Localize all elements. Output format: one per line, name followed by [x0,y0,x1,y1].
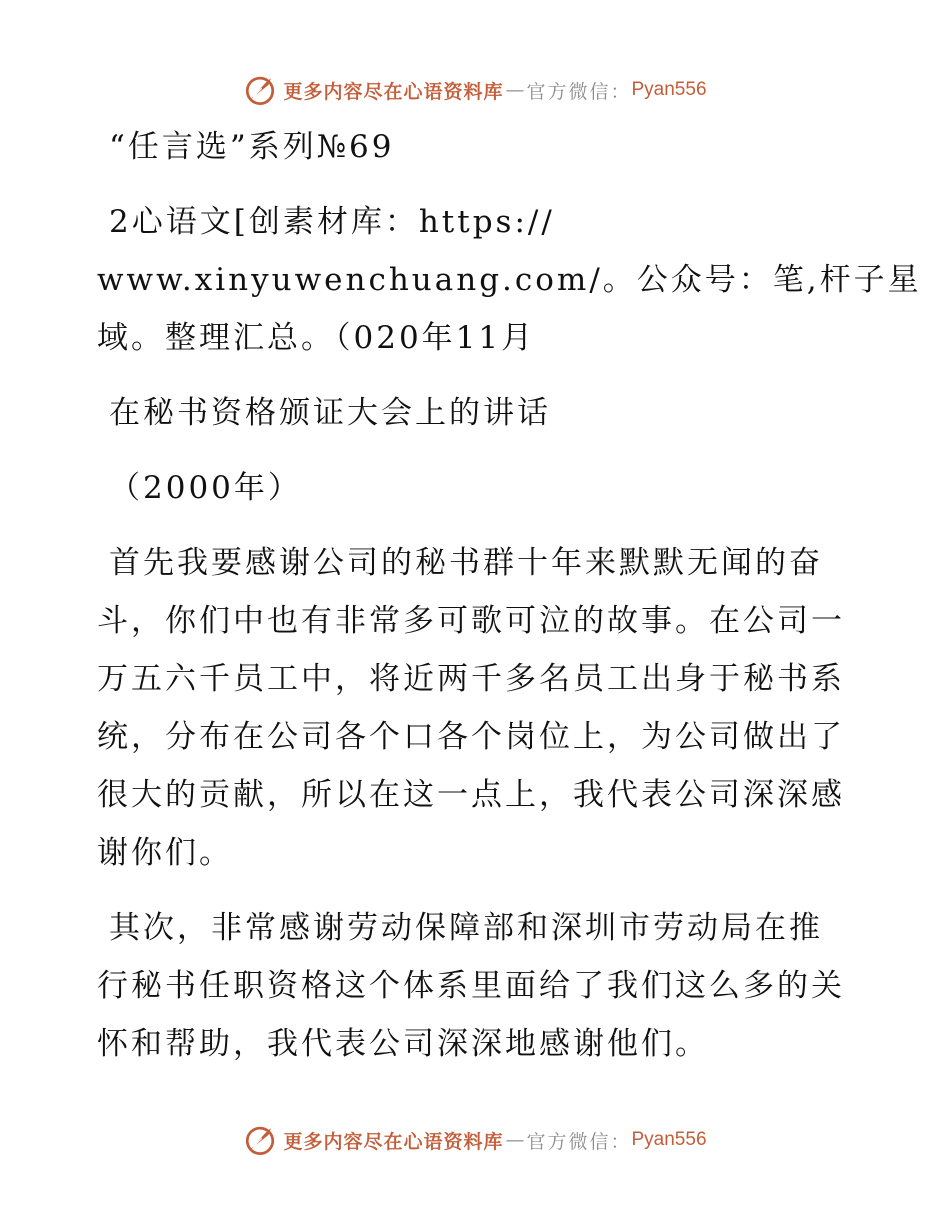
quill-logo-icon [243,73,277,107]
watermark-text: 更多内容尽在心语资料库 [283,1130,504,1153]
document-body [97,118,922,1073]
quill-logo-icon [243,1123,277,1157]
paragraph-line: 首先我要感谢公司的秘书群十年来默默无闻的奋 [109,545,823,581]
speech-year: （2000年） [109,470,302,506]
watermark-separator: — [505,1129,525,1151]
footer-watermark-banner [0,1120,950,1160]
source-line: www.xinyuwenchuang.com/。公众号：笔,杆子星 [97,262,922,298]
header-watermark-banner [0,70,950,110]
watermark-text: 更多内容尽在心语资料库 [283,80,504,103]
watermark-separator: — [505,79,525,101]
speech-title: 在秘书资格颁证大会上的讲话 [109,395,551,431]
source-line: 域。整理汇总。（020年11月 [97,320,536,356]
wechat-label: 官方微信： [526,1130,632,1153]
paragraph-line: 其次，非常感谢劳动保障部和深圳市劳动局在推 [109,910,823,946]
paragraph-line: 谢你们。 [97,835,233,871]
paragraph-line: 怀和帮助，我代表公司深深地感谢他们。 [97,1026,709,1062]
wechat-id: Pyan556 [631,1129,707,1150]
source-line: 2心语文[创素材库：https:// [109,204,555,240]
paragraph-line: 万五六千员工中，将近两千多名员工出身于秘书系 [97,661,845,697]
wechat-id: Pyan556 [631,79,707,100]
paragraph-line: 斗，你们中也有非常多可歌可泣的故事。在公司一 [97,603,845,639]
wechat-label: 官方微信： [526,80,632,103]
paragraph-line: 很大的贡献，所以在这一点上，我代表公司深深感 [97,777,845,813]
series-line: “任言选”系列№69 [109,129,395,165]
paragraph-line: 行秘书任职资格这个体系里面给了我们这么多的关 [97,968,845,1004]
paragraph-line: 统，分布在公司各个口各个岗位上，为公司做出了 [97,719,845,755]
